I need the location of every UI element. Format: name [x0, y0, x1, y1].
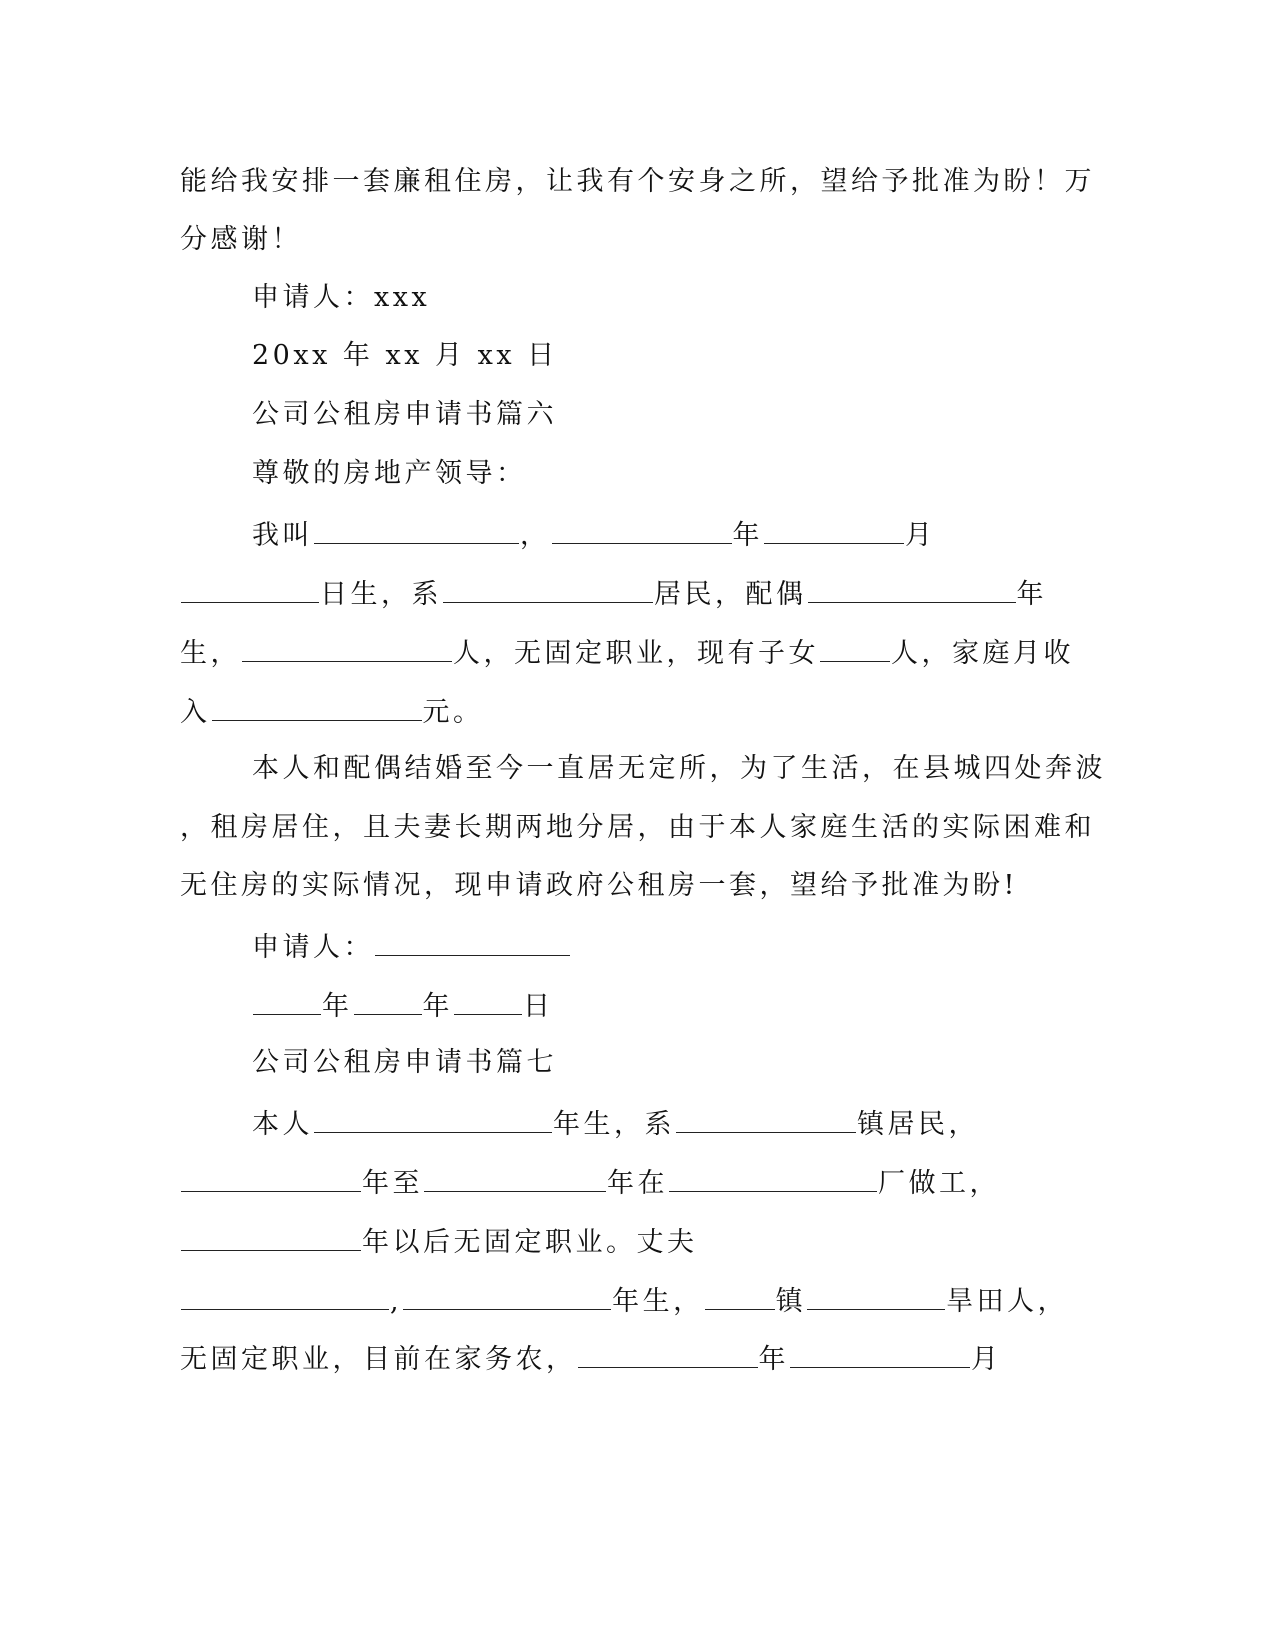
fill-in-blank — [669, 1161, 877, 1192]
text-segment: 年 — [422, 991, 453, 1022]
text-segment: 元。 — [422, 697, 484, 728]
text-segment: 公司公租房申请书篇七 — [252, 1047, 557, 1078]
text-line — [180, 1220, 698, 1263]
text-segment: 申请人： — [252, 932, 374, 963]
text-line — [252, 1043, 557, 1083]
text-line — [252, 278, 430, 318]
fill-in-blank — [253, 984, 321, 1015]
text-segment: 人，无固定职业，现有子女 — [453, 638, 819, 669]
fill-in-blank — [790, 1337, 970, 1368]
text-line — [180, 1337, 1002, 1380]
fill-in-blank — [443, 572, 653, 603]
fill-in-blank — [354, 984, 422, 1015]
text-line — [180, 690, 484, 733]
fill-in-blank — [764, 513, 904, 544]
text-line — [252, 1102, 979, 1145]
text-segment: 申请人：xxx — [252, 282, 431, 313]
fill-in-blank — [676, 1102, 856, 1133]
fill-in-blank — [181, 1161, 361, 1192]
text-segment: 居民，配偶 — [654, 579, 807, 610]
fill-in-blank — [424, 1161, 606, 1192]
text-segment: 无住房的实际情况，现申请政府公租房一套，望给予批准为盼! — [180, 870, 1018, 901]
text-segment: , — [390, 1286, 403, 1317]
fill-in-blank — [705, 1279, 775, 1310]
fill-in-blank — [808, 572, 1016, 603]
text-line — [180, 866, 1018, 906]
fill-in-blank — [314, 1102, 552, 1133]
text-segment: 分感谢！ — [180, 224, 302, 255]
text-segment: 年 — [732, 520, 763, 551]
fill-in-blank — [375, 925, 570, 956]
fill-in-blank — [403, 1279, 611, 1310]
text-segment: 我叫 — [252, 520, 313, 551]
text-segment: 镇 — [775, 1286, 807, 1317]
text-line — [180, 1161, 1000, 1204]
fill-in-blank — [820, 631, 890, 662]
fill-in-blank — [242, 631, 452, 662]
text-line — [252, 749, 1106, 789]
text-segment: 年 — [322, 991, 353, 1022]
fill-in-blank — [181, 572, 319, 603]
text-line — [252, 454, 527, 494]
text-segment: 能给我安排一套廉租住房，让我有个安身之所，望给予批准为盼！万 — [180, 166, 1095, 197]
text-segment: 20xx 年 xx 月 xx 日 — [252, 340, 558, 371]
text-line — [252, 984, 554, 1027]
text-line — [180, 1279, 1068, 1322]
text-line — [252, 395, 557, 435]
text-segment: ，租房居住，且夫妻长期两地分居，由于本人家庭生活的实际困难和 — [180, 812, 1095, 843]
fill-in-blank — [212, 690, 422, 721]
text-line — [180, 162, 1095, 202]
text-segment: 镇居民， — [857, 1109, 979, 1140]
text-segment: 入 — [180, 697, 211, 728]
text-segment: 日生，系 — [320, 579, 442, 610]
text-segment: 年生， — [612, 1286, 704, 1317]
text-segment: 日 — [523, 991, 554, 1022]
text-line — [180, 631, 1074, 674]
text-segment: 本人 — [252, 1109, 313, 1140]
text-segment: 人，家庭月收 — [891, 638, 1074, 669]
text-segment: 无固定职业，目前在家务农， — [180, 1344, 577, 1375]
fill-in-blank — [807, 1279, 945, 1310]
text-segment: 年至 — [362, 1168, 423, 1199]
text-line — [180, 808, 1095, 848]
text-segment: 厂做工， — [878, 1168, 1000, 1199]
text-segment: 本人和配偶结婚至今一直居无定所，为了生活，在县城四处奔波 — [252, 753, 1106, 784]
fill-in-blank — [454, 984, 522, 1015]
text-line — [180, 572, 1047, 615]
text-line — [252, 336, 558, 376]
text-line — [180, 220, 302, 260]
fill-in-blank — [552, 513, 732, 544]
text-segment: 尊敬的房地产领导： — [252, 458, 527, 489]
text-segment: 公司公租房申请书篇六 — [252, 399, 557, 430]
fill-in-blank — [181, 1279, 389, 1310]
text-segment: 生， — [180, 638, 241, 669]
text-segment: 年 — [1016, 579, 1047, 610]
text-segment: 年 — [758, 1344, 789, 1375]
text-segment: 年在 — [607, 1168, 668, 1199]
fill-in-blank — [578, 1337, 758, 1368]
text-line — [252, 513, 936, 556]
text-segment: 年生，系 — [553, 1109, 675, 1140]
fill-in-blank — [314, 513, 519, 544]
fill-in-blank — [181, 1220, 361, 1251]
text-segment: 月 — [905, 520, 936, 551]
text-segment: 旱田人， — [946, 1286, 1069, 1317]
text-segment: ， — [520, 520, 551, 551]
text-line — [252, 925, 571, 968]
text-segment: 年以后无固定职业。丈夫 — [362, 1227, 698, 1258]
text-segment: 月 — [971, 1344, 1002, 1375]
